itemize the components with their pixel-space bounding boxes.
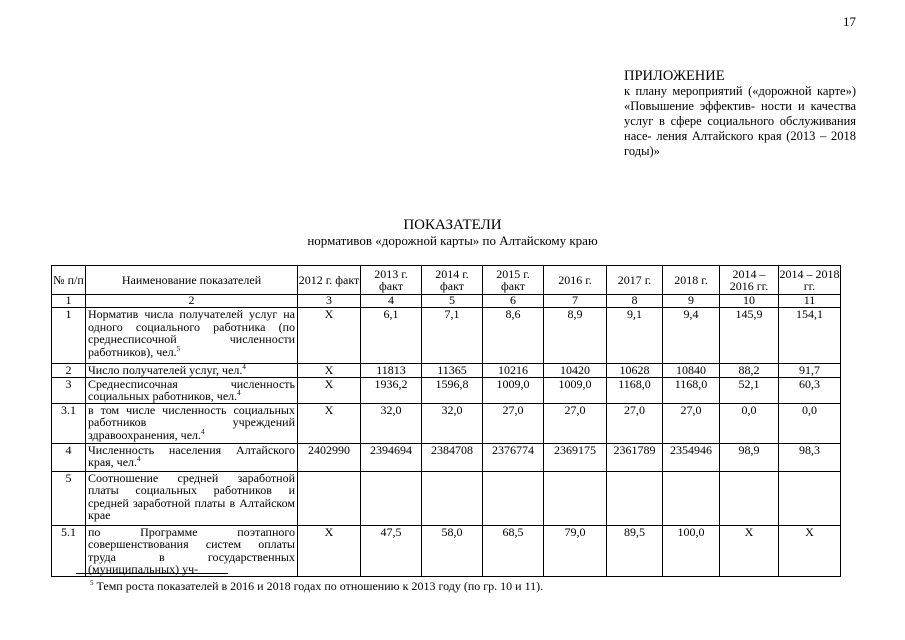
document-title: ПОКАЗАТЕЛИ <box>403 217 502 233</box>
value-cell: 2402990 <box>298 443 361 471</box>
value-cell: 88,2 <box>720 364 779 378</box>
value-cell <box>361 471 422 525</box>
column-number: 8 <box>607 295 663 308</box>
indicator-name: Среднесписочная численность социальных работников, чел. <box>88 376 295 403</box>
value-cell: 2376774 <box>483 443 544 471</box>
value-cell: 2354946 <box>663 443 720 471</box>
appendix-text <box>624 84 856 159</box>
value-cell: Х <box>779 525 841 576</box>
table-row <box>52 403 841 443</box>
column-header: № п/п <box>52 266 86 295</box>
indicator-name-cell <box>86 471 298 525</box>
value-cell: 11813 <box>361 364 422 378</box>
value-cell: 60,3 <box>779 377 841 403</box>
value-cell: 2384708 <box>422 443 483 471</box>
value-cell: 27,0 <box>607 403 663 443</box>
row-number: 1 <box>52 308 86 364</box>
appendix-title: ПРИЛОЖЕНИЕ <box>624 68 725 84</box>
value-cell: 0,0 <box>779 403 841 443</box>
table-row <box>52 308 841 364</box>
indicator-name: Число получателей услуг, чел. <box>88 363 243 377</box>
value-cell <box>483 471 544 525</box>
column-header: 2012 г. факт <box>298 266 361 295</box>
value-cell: 10840 <box>663 364 720 378</box>
indicator-name: в том числе численность социальных работников учреждений здравоохранения, чел. <box>88 402 295 442</box>
value-cell: 27,0 <box>544 403 607 443</box>
value-cell: 7,1 <box>422 308 483 364</box>
footnote-mark: 5 <box>90 579 94 587</box>
value-cell: 91,7 <box>779 364 841 378</box>
column-number: 2 <box>86 295 298 308</box>
footnote-reference: 4 <box>137 455 141 463</box>
table-header-row <box>52 266 841 295</box>
value-cell: 10216 <box>483 364 544 378</box>
column-header: 2016 г. <box>544 266 607 295</box>
page-number: 17 <box>843 14 856 29</box>
value-cell: 9,1 <box>607 308 663 364</box>
column-number: 3 <box>298 295 361 308</box>
value-cell: 1936,2 <box>361 377 422 403</box>
column-number: 9 <box>663 295 720 308</box>
value-cell <box>607 471 663 525</box>
value-cell: Х <box>298 364 361 378</box>
value-cell: 10420 <box>544 364 607 378</box>
table-row <box>52 443 841 471</box>
column-header: 2017 г. <box>607 266 663 295</box>
row-number: 3.1 <box>52 403 86 443</box>
value-cell: 1168,0 <box>607 377 663 403</box>
value-cell <box>720 471 779 525</box>
row-number: 5 <box>52 471 86 525</box>
value-cell: 68,5 <box>483 525 544 576</box>
column-header: 2014 г. факт <box>422 266 483 295</box>
footnote <box>90 579 543 594</box>
appendix-line: 2018 годы)» <box>624 129 857 158</box>
indicator-name: Норматив числа получателей услуг на одного социального работника (по среднесписочной численности работников), чел. <box>88 307 295 359</box>
value-cell: 98,9 <box>720 443 779 471</box>
column-header: 2013 г. факт <box>361 266 422 295</box>
indicator-name-cell <box>86 364 298 378</box>
indicator-name-cell <box>86 443 298 471</box>
value-cell: 11365 <box>422 364 483 378</box>
value-cell: 2369175 <box>544 443 607 471</box>
appendix-line: к плану мероприятий («дорожной <box>624 84 812 98</box>
column-number: 5 <box>422 295 483 308</box>
value-cell: Х <box>298 403 361 443</box>
footnote-reference: 4 <box>201 427 205 436</box>
value-cell <box>779 471 841 525</box>
value-cell: 32,0 <box>361 403 422 443</box>
row-number: 5.1 <box>52 525 86 576</box>
footnote-reference: 5 <box>176 344 181 353</box>
value-cell <box>663 471 720 525</box>
column-header: 2014 – 2018 гг. <box>779 266 840 293</box>
value-cell: 8,6 <box>483 308 544 364</box>
value-cell: 58,0 <box>422 525 483 576</box>
appendix-line: карте») «Повышение эффектив- <box>624 84 856 113</box>
value-cell: 89,5 <box>607 525 663 576</box>
table-row <box>52 377 841 403</box>
column-header: 2015 г. факт <box>483 266 544 295</box>
value-cell: 32,0 <box>422 403 483 443</box>
footnote-separator <box>76 573 228 574</box>
indicator-name: Численность населения Алтайского края, чел. <box>88 442 295 469</box>
column-number: 10 <box>720 295 779 308</box>
footnote-reference: 4 <box>242 363 246 371</box>
value-cell <box>544 471 607 525</box>
appendix-line: ления Алтайского края (2013 – <box>656 129 827 143</box>
column-number: 4 <box>361 295 422 308</box>
table-row <box>52 364 841 378</box>
value-cell: 6,1 <box>361 308 422 364</box>
indicator-name-cell <box>86 377 298 403</box>
row-number: 2 <box>52 364 86 378</box>
value-cell: 1596,8 <box>422 377 483 403</box>
value-cell <box>298 471 361 525</box>
column-number: 7 <box>544 295 607 308</box>
table-row <box>52 525 841 576</box>
row-number: 4 <box>52 443 86 471</box>
indicator-name-cell <box>86 308 298 364</box>
value-cell: 2361789 <box>607 443 663 471</box>
value-cell: 52,1 <box>720 377 779 403</box>
value-cell: 98,3 <box>779 443 841 471</box>
indicator-name: по Программе поэтапного совершенствования систем оплаты труда в государственных (муниципальных) уч- <box>88 524 295 576</box>
value-cell: 8,9 <box>544 308 607 364</box>
value-cell: 0,0 <box>720 403 779 443</box>
indicators-table <box>51 265 841 577</box>
value-cell <box>422 471 483 525</box>
value-cell: Х <box>298 525 361 576</box>
column-number: 6 <box>483 295 544 308</box>
value-cell: 2394694 <box>361 443 422 471</box>
value-cell: 154,1 <box>779 308 841 364</box>
footnote-reference: 4 <box>237 389 241 397</box>
value-cell: 27,0 <box>663 403 720 443</box>
value-cell: 9,4 <box>663 308 720 364</box>
value-cell: 145,9 <box>720 308 779 364</box>
footnote-text: Темп роста показателей в 2016 и 2018 годах по отношению к 2013 году (по гр. 10 и 11). <box>96 579 544 593</box>
value-cell: 1168,0 <box>663 377 720 403</box>
column-number: 11 <box>779 295 841 308</box>
column-number: 1 <box>52 295 86 308</box>
value-cell: 27,0 <box>483 403 544 443</box>
column-header: 2018 г. <box>663 266 720 295</box>
value-cell: 47,5 <box>361 525 422 576</box>
value-cell: 10628 <box>607 364 663 378</box>
indicator-name-cell <box>86 403 298 443</box>
value-cell: 1009,0 <box>544 377 607 403</box>
value-cell: 1009,0 <box>483 377 544 403</box>
table-row <box>52 471 841 525</box>
value-cell: Х <box>298 377 361 403</box>
appendix-line: ности и качества услуг в сфере <box>624 99 857 128</box>
column-header: Наименование показателей <box>86 266 298 295</box>
value-cell: 79,0 <box>544 525 607 576</box>
appendix-line: социального обслуживания насе- <box>624 114 857 143</box>
indicator-name: Соотношение средней заработной платы социальных работников и средней заработной платы в Алтайском крае <box>88 470 295 522</box>
indicator-name-cell <box>86 525 298 576</box>
heading-block <box>0 217 905 248</box>
value-cell: Х <box>720 525 779 576</box>
row-number: 3 <box>52 377 86 403</box>
appendix-block <box>624 68 856 159</box>
column-header: 2014 – 2016 гг. <box>720 266 779 295</box>
column-number-row <box>52 295 841 308</box>
value-cell: 100,0 <box>663 525 720 576</box>
document-subtitle: нормативов «дорожной карты» по Алтайскому краю <box>307 233 598 248</box>
value-cell: Х <box>298 308 361 364</box>
